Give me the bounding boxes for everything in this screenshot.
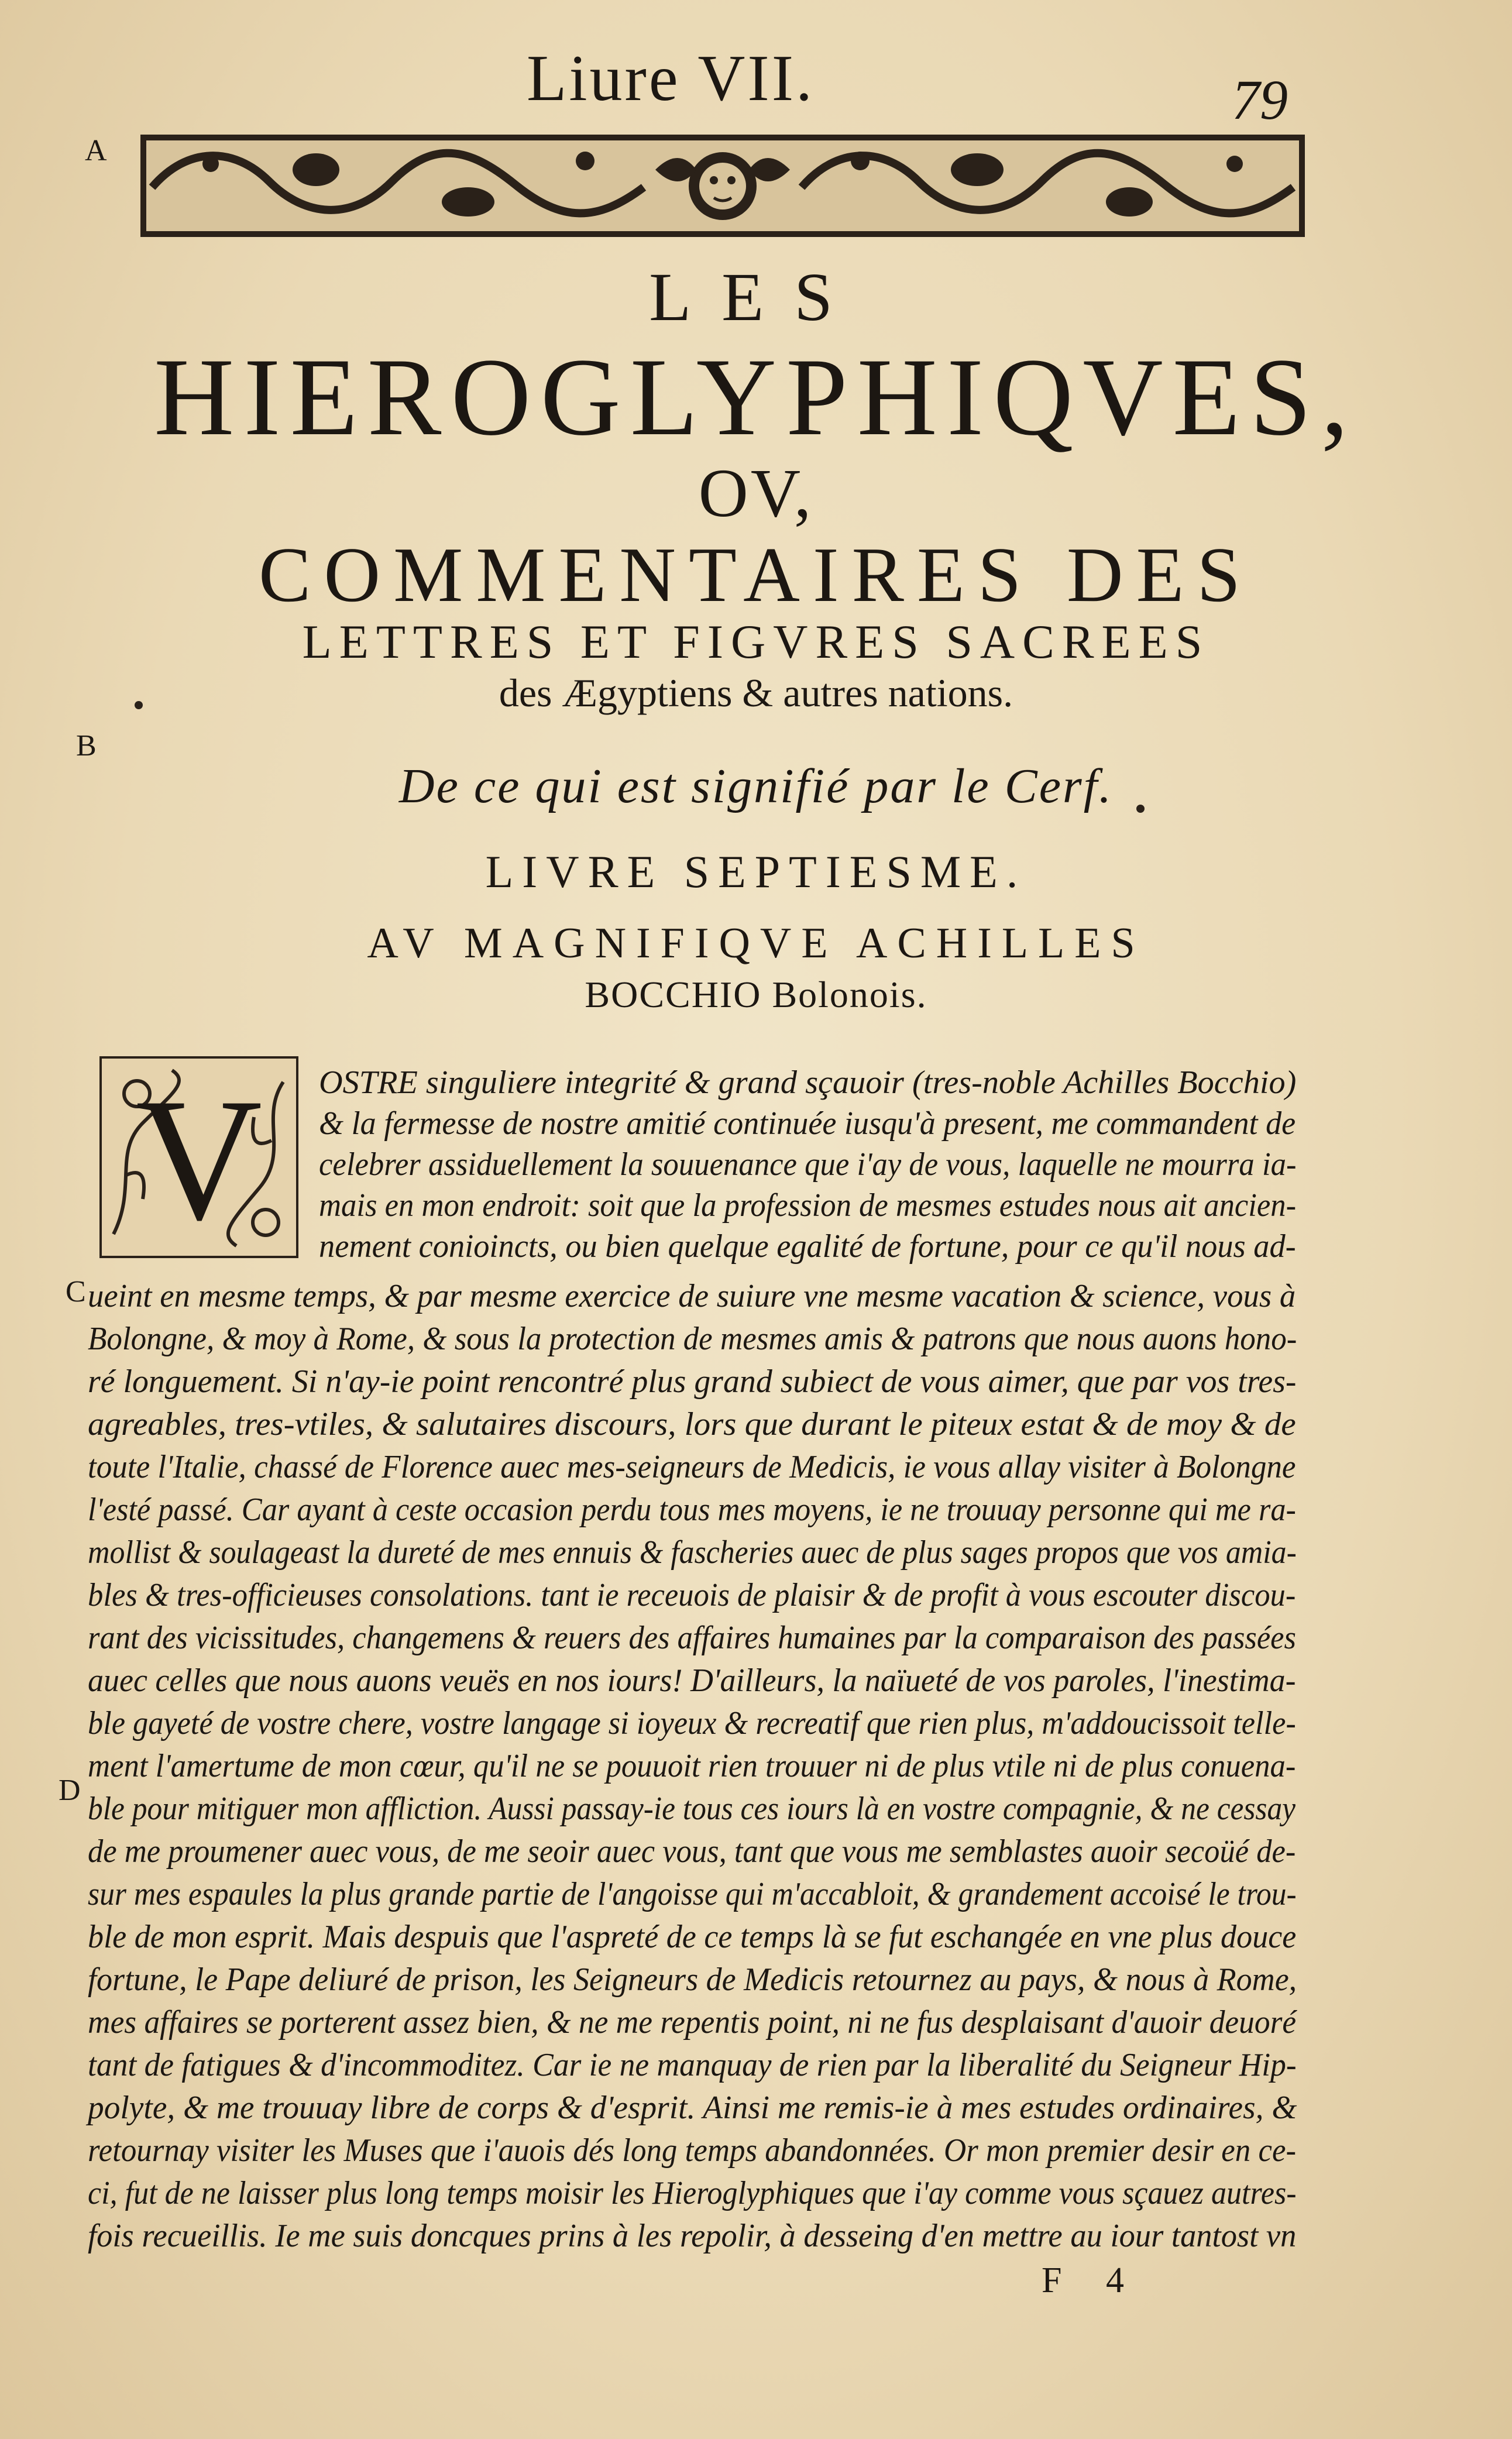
body-line: polyte, & me trouuay libre de corps & d'esprit. Ainsi me remis-ie à mes estudes ordinaires, &: [88, 2090, 1297, 2126]
ornamental-headpiece-icon: [140, 135, 1305, 237]
body-line: ueint en mesme temps, & par mesme exercice de suiure vne mesme vacation & science, vous à: [88, 1278, 1296, 1314]
signature-mark: F 4: [1042, 2261, 1142, 2300]
body-line: ble pour mitiguer mon affliction. Aussi passay-ie tous ces iours là en vostre compagnie, & ne cessay: [88, 1791, 1296, 1827]
body-line: tant de fatigues & d'incommoditez. Car ie ne manquay de rien par la liberalité du Seigneur Hip-: [88, 2047, 1297, 2083]
body-line: auec celles que nous auons veuës en nos iours! D'ailleurs, la naïueté de vos paroles, l'inestima-: [88, 1662, 1296, 1699]
body-line: agreables, tres-vtiles, & salutaires discours, lors que durant le piteux estat & de moy & de: [88, 1406, 1296, 1442]
body-line: de me proumener auec vous, de me seoir auec vous, tant que vous me semblastes auoir secoüé de-: [88, 1833, 1296, 1870]
dedication-line-1: AV MAGNIFIQVE ACHILLES: [367, 919, 1145, 967]
title-line-2: HIEROGLYPHIQVES,: [154, 336, 1358, 459]
body-line: mais en mon endroit: soit que la profession de mesmes estudes nous ait ancien-: [319, 1187, 1297, 1224]
book-heading: LIVRE SEPTIESME.: [485, 846, 1027, 897]
body-line: ment l'amertume de mon cœur, qu'il ne se pouuoit rien trouuer ni de plus vtile ni de plus conuena-: [88, 1748, 1296, 1784]
dedication-line-2: BOCCHIO Bolonois.: [585, 974, 927, 1015]
ink-spot: [135, 701, 143, 709]
title-line-1: LES: [649, 259, 863, 335]
title-line-5: LETTRES ET FIGVRES SACREES: [302, 615, 1210, 668]
title-line-3: OV,: [698, 455, 814, 531]
body-line: OSTRE singuliere integrité & grand sçauoir (tres-noble Achilles Bocchio): [319, 1064, 1297, 1101]
page-number: 79: [1232, 68, 1288, 131]
body-line: nement conioincts, ou bien quelque egalité de fortune, pour ce qu'il nous ad-: [319, 1228, 1296, 1265]
initial-letter: V: [135, 1062, 263, 1256]
title-line-6: des Ægyptiens & autres nations.: [499, 671, 1013, 715]
body-line: Bolongne, & moy à Rome, & sous la protection de mesmes amis & patrons que nous auons hono-: [88, 1321, 1297, 1357]
body-line: l'esté passé. Car ayant à ceste occasion perdu tous mes moyens, ie ne trouuay personne qui me ra-: [88, 1492, 1296, 1528]
body-line: ble de mon esprit. Mais despuis que l'aspreté de ce temps là se fut eschangée en vne plus douce: [88, 1919, 1297, 1955]
body-line: & la fermesse de nostre amitié continuée iusqu'à present, me commandent de: [319, 1105, 1296, 1142]
body-line: mes affaires se porterent assez bien, & ne me repentis point, ni ne fus desplaisant d'auoir deuoré: [88, 2004, 1297, 2040]
body-line: ré longuement. Si n'ay-ie point rencontré plus grand subiect de vous aimer, que par vos tres-: [88, 1363, 1297, 1400]
body-line: fortune, le Pape deliuré de prison, les Seigneurs de Medicis retournez au pays, & nous à Rome,: [88, 1961, 1297, 1998]
body-line: toute l'Italie, chassé de Florence auec mes-seigneurs de Medicis, ie vous allay visiter à Bolongne: [88, 1449, 1296, 1485]
margin-letter-a: A: [85, 134, 107, 167]
subject-heading: De ce qui est signifié par le Cerf.: [398, 759, 1114, 813]
title-line-4: COMMENTAIRES DES: [259, 531, 1253, 618]
margin-letter-d: D: [59, 1774, 81, 1807]
decorated-initial-icon: [99, 1056, 298, 1258]
body-line: sur mes espaules la plus grande partie de l'angoisse qui m'accabloit, & grandement accoisé le trou-: [88, 1876, 1297, 1912]
running-title: Liure VII.: [527, 42, 815, 115]
ink-spot: [1136, 805, 1145, 813]
body-line: celebrer assiduellement la souuenance que i'ay de vous, laquelle ne mourra ia-: [319, 1146, 1297, 1183]
body-line: fois recueillis. Ie me suis doncques prins à les repolir, à desseing d'en mettre au iour tantost vn: [88, 2218, 1297, 2254]
margin-letter-c: C: [66, 1275, 86, 1308]
body-line: mollist & soulageast la dureté de mes ennuis & fascheries auec de plus sages propos que vos amia-: [88, 1534, 1297, 1571]
margin-letter-b: B: [76, 729, 97, 762]
body-line: rant des vicissitudes, changemens & reuers des affaires humaines par la comparaison des passées: [88, 1620, 1296, 1656]
body-line: retournay visiter les Muses que i'auois dés long temps abandonnées. Or mon premier desir en ce-: [88, 2132, 1297, 2169]
body-line: ble gayeté de vostre chere, vostre langage si ioyeux & recreatif que rien plus, m'addoucissoit telle-: [88, 1705, 1296, 1741]
body-line: bles & tres-officieuses consolations. tant ie receuois de plaisir & de profit à vous escouter discou-: [88, 1577, 1296, 1613]
body-line: ci, fut de ne laisser plus long temps moisir les Hieroglyphiques que i'ay comme vous sçauez autres-: [88, 2175, 1297, 2211]
